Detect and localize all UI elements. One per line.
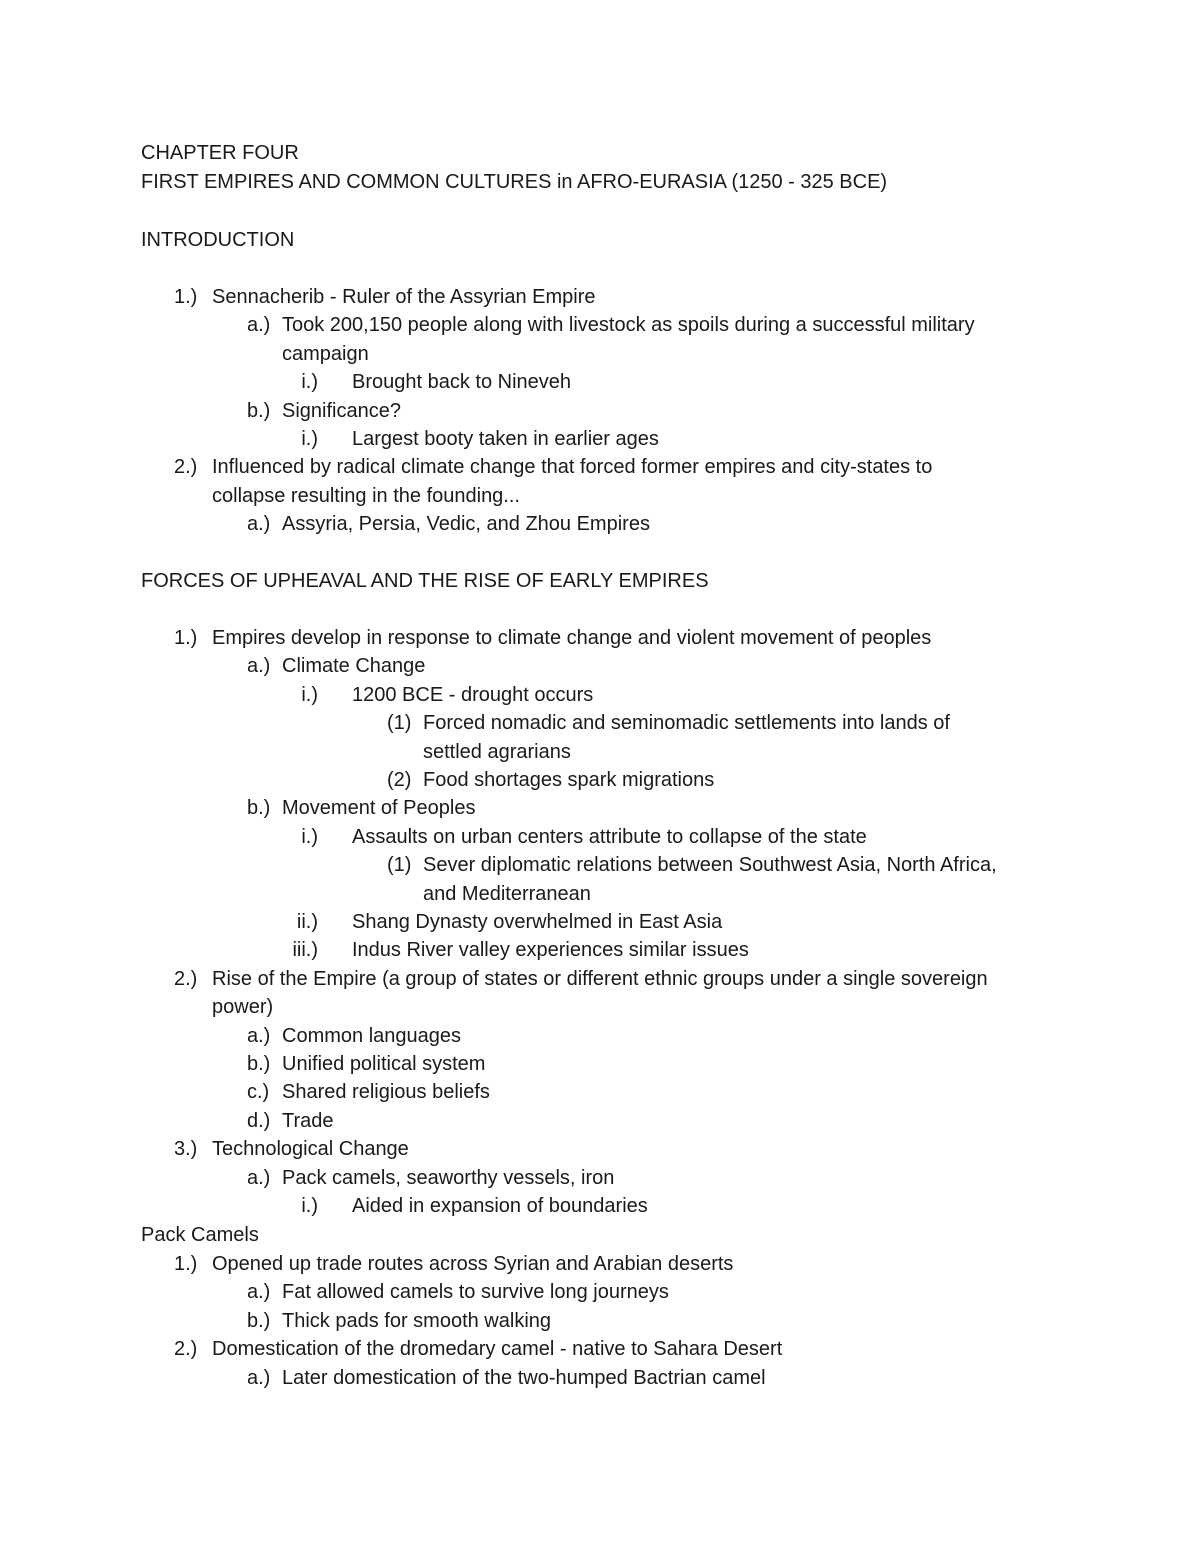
outline-item-text: Aided in expansion of boundaries [352,1195,648,1217]
outline-item-text: Thick pads for smooth walking [282,1309,552,1332]
outline-item-text: Trade [282,1109,334,1132]
outline-number: a.) [247,1166,271,1189]
outline-item-text: Common languages [282,1024,461,1047]
outline-item-text: Opened up trade routes across Syrian and Arabian deserts [212,1253,734,1275]
outline-number: 2.) [174,1338,198,1361]
outline-item-text: Significance? [282,399,401,422]
outline-number: 3.) [174,1138,198,1161]
outline-number: a.) [247,513,271,536]
outline-number: a.) [247,655,271,678]
outline-number: b.) [247,1309,271,1332]
outline-item-text: Brought back to Nineveh [352,371,572,394]
outline-item-text: Largest booty taken in earlier ages [352,428,659,450]
outline-item-text: Sennacherib - Ruler of the Assyrian Empire [212,286,596,308]
outline-number: 2.) [174,967,198,990]
outline-item-text: Assaults on urban centers attribute to collapse of the state [352,825,867,848]
outline-item-text: Unified political system [282,1053,486,1075]
outline-number: a.) [247,1024,271,1047]
outline-item-text: Took 200,150 people along with livestock as spoils during a successful military [282,314,975,337]
outline-number: i.) [301,428,318,450]
section-heading-forces: FORCES OF UPHEAVAL AND THE RISE OF EARLY EMPIRES [141,570,709,592]
chapter-label: CHAPTER FOUR [141,142,299,164]
outline-item-text: 1200 BCE - drought occurs [352,683,594,706]
outline-number: i.) [301,683,318,706]
outline-number: d.) [247,1109,271,1132]
outline-number: a.) [247,314,271,337]
outline-item-continuation: collapse resulting in the founding... [212,484,520,507]
outline-number: (2) [387,769,412,791]
chapter-title: FIRST EMPIRES AND COMMON CULTURES in AFRO-EURASIA (1250 - 325 BCE) [141,171,888,193]
outline-number: 2.) [174,456,198,479]
outline-item-text: Rise of the Empire (a group of states or different ethnic groups under a single sovereign [212,967,988,990]
outline-number: iii.) [292,939,318,962]
outline-item-text: Fat allowed camels to survive long journeys [282,1281,669,1304]
outline-item-text: Indus River valley experiences similar issues [352,939,749,962]
outline-number: b.) [247,797,271,820]
outline-item-continuation: and Mediterranean [423,882,591,905]
outline-item-text: Pack camels, seaworthy vessels, iron [282,1166,615,1189]
outline-item-continuation: campaign [282,342,369,365]
outline-number: a.) [247,1281,271,1304]
outline-number: (1) [387,712,412,735]
outline-item-text: Climate Change [282,655,426,678]
outline-item-text: Later domestication of the two-humped Bactrian camel [282,1366,766,1389]
outline-item-continuation: power) [212,996,274,1019]
outline-number: i.) [301,371,318,394]
outline-item-text: Empires develop in response to climate change and violent movement of peoples [212,627,932,649]
outline-item-text: Shared religious beliefs [282,1081,490,1104]
outline-number: b.) [247,1053,271,1075]
outline-item-text: Sever diplomatic relations between Southwest Asia, North Africa, [423,854,997,877]
section-heading-pack-camels: Pack Camels [141,1224,259,1246]
outline-item-text: Assyria, Persia, Vedic, and Zhou Empires [282,513,650,536]
outline-number: (1) [387,854,412,877]
outline-item-text: Influenced by radical climate change that forced former empires and city-states to [212,456,933,479]
outline-item-text: Domestication of the dromedary camel - native to Sahara Desert [212,1338,783,1361]
section-heading-introduction: INTRODUCTION [141,229,295,251]
outline-item-text: Shang Dynasty overwhelmed in East Asia [352,911,723,933]
outline-number: a.) [247,1366,271,1389]
outline-number: i.) [301,1195,318,1217]
outline-item-text: Forced nomadic and seminomadic settlements into lands of [423,712,950,735]
outline-number: 1.) [174,627,198,649]
outline-number: c.) [247,1081,270,1104]
outline-item-continuation: settled agrarians [423,740,571,763]
outline-number: 1.) [174,286,198,308]
outline-number: i.) [301,825,318,848]
outline-item-text: Movement of Peoples [282,797,476,820]
outline-number: b.) [247,399,271,422]
outline-number: ii.) [296,911,318,933]
outline-item-text: Technological Change [212,1138,409,1161]
outline-item-text: Food shortages spark migrations [423,769,715,791]
outline-number: 1.) [174,1253,198,1275]
